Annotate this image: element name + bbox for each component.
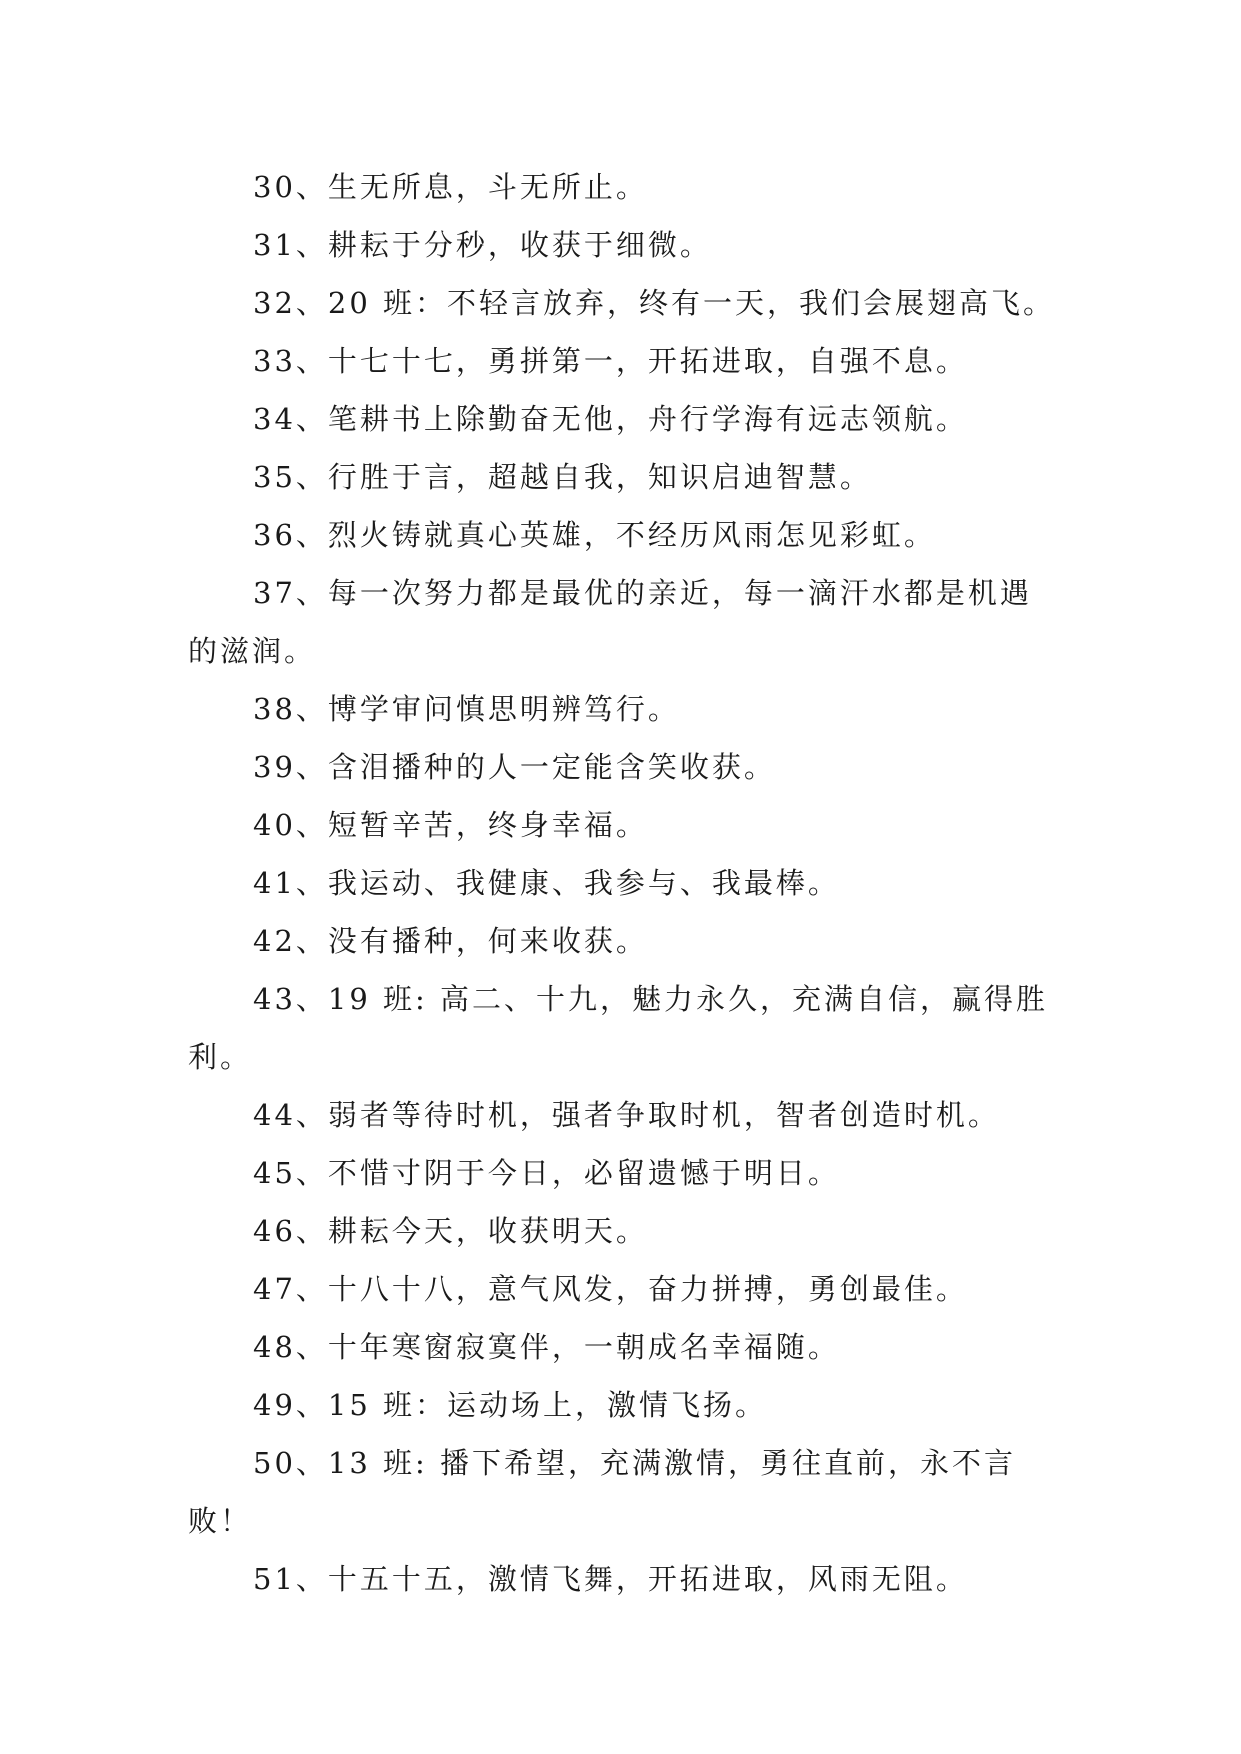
slogan-line-35: 35、行胜于言，超越自我，知识启迪智慧。 bbox=[253, 460, 872, 494]
slogan-line-37: 37、每一次努力都是最优的亲近，每一滴汗水都是机遇的滋润。 bbox=[188, 576, 1032, 668]
slogan-line-39: 39、含泪播种的人一定能含笑收获。 bbox=[253, 750, 776, 784]
slogan-line-36: 36、烈火铸就真心英雄，不经历风雨怎见彩虹。 bbox=[253, 518, 936, 552]
slogan-line-34: 34、笔耕书上除勤奋无他，舟行学海有远志领航。 bbox=[253, 402, 968, 436]
slogan-line-32: 32、20 班：不轻言放弃，终有一天，我们会展翅高飞。 bbox=[253, 286, 1056, 320]
slogan-line-51: 51、十五十五，激情飞舞，开拓进取，风雨无阻。 bbox=[253, 1562, 968, 1596]
slogan-list bbox=[188, 158, 1058, 1608]
slogan-line-46: 46、耕耘今天，收获明天。 bbox=[253, 1214, 648, 1248]
slogan-line-45: 45、不惜寸阴于今日，必留遗憾于明日。 bbox=[253, 1156, 840, 1190]
slogan-line-30: 30、生无所息，斗无所止。 bbox=[253, 170, 648, 204]
slogan-line-49: 49、15 班：运动场上，激情飞扬。 bbox=[253, 1388, 768, 1422]
slogan-line-33: 33、十七十七，勇拼第一，开拓进取，自强不息。 bbox=[253, 344, 968, 378]
slogan-line-48: 48、十年寒窗寂寞伴，一朝成名幸福随。 bbox=[253, 1330, 840, 1364]
slogan-line-42: 42、没有播种，何来收获。 bbox=[253, 924, 648, 958]
slogan-line-38: 38、博学审问慎思明辨笃行。 bbox=[253, 692, 680, 726]
slogan-line-41: 41、我运动、我健康、我参与、我最棒。 bbox=[253, 866, 840, 900]
slogan-line-50: 50、13 班: 播下希望，充满激情，勇往直前，永不言败！ bbox=[188, 1446, 1017, 1538]
slogan-line-43: 43、19 班: 高二、十九，魅力永久，充满自信，赢得胜利。 bbox=[188, 982, 1049, 1074]
slogan-line-44: 44、弱者等待时机，强者争取时机，智者创造时机。 bbox=[253, 1098, 1000, 1132]
slogan-line-47: 47、十八十八，意气风发，奋力拼搏，勇创最佳。 bbox=[253, 1272, 968, 1306]
slogan-line-40: 40、短暂辛苦，终身幸福。 bbox=[253, 808, 648, 842]
slogan-line-31: 31、耕耘于分秒，收获于细微。 bbox=[253, 228, 712, 262]
